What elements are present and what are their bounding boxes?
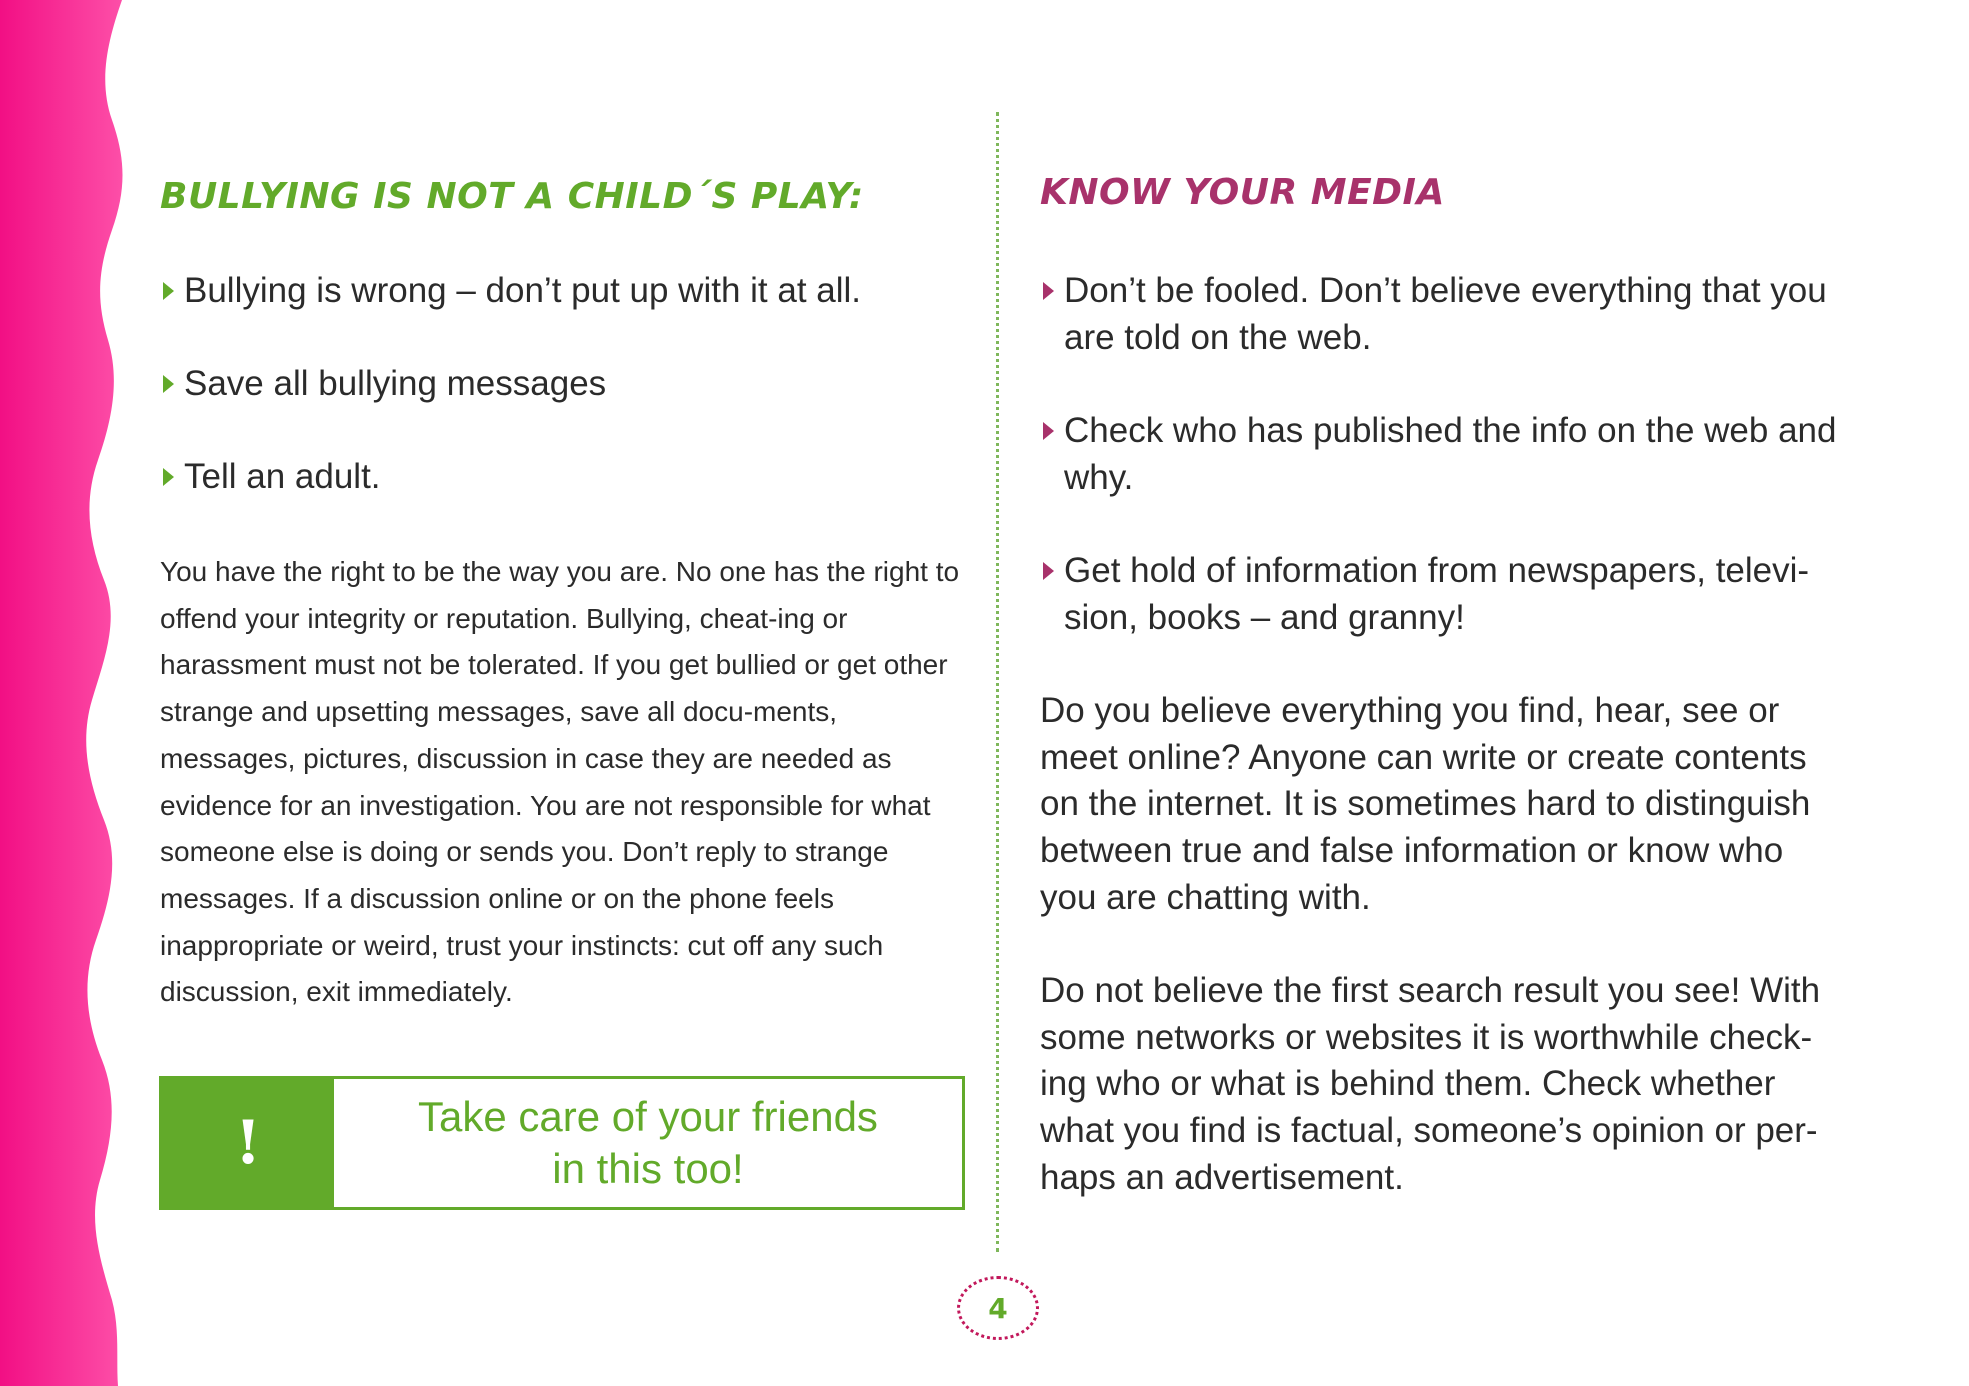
callout-line-1: Take care of your friends: [418, 1093, 878, 1140]
dotted-column-divider: [996, 112, 999, 1252]
media-heading: KNOW YOUR MEDIA: [1040, 172, 1445, 213]
bullet-text: Save all bullying messages: [184, 364, 607, 403]
callout-line-2: in this too!: [552, 1145, 744, 1192]
exclamation-icon: [162, 1079, 334, 1207]
bullet-text: Bullying is wrong – don’t put up with it at all.: [184, 271, 862, 310]
bullying-heading: BULLYING IS NOT A CHILD´S PLAY:: [160, 176, 864, 217]
triangle-bullet-icon: [163, 375, 174, 393]
media-paragraph-2: Do not believe the first search result you see! With some networks or websites it is worthwhile check-ing who or what is behind them. Check whether what you find is factual, someone’s opinion or per-haps an advertisement.: [1040, 971, 1821, 1197]
triangle-bullet-icon: [1043, 422, 1054, 440]
bullying-bullet-list: [160, 267, 960, 546]
bullet-text: Check who has published the info on the web and why.: [1064, 411, 1837, 497]
wave-shape: [0, 0, 123, 1386]
exclamation-mark: !: [234, 1108, 262, 1178]
friends-callout-box: [159, 1076, 965, 1210]
bullying-paragraph: You have the right to be the way you are. No one has the right to offend your integrity or reputation. Bullying, cheat-ing or harassment must not be tolerated. If you get bullied or get other strange and upsetting messages, save all docu-ments, messages, pictures, discussion in case they are needed as evidence for an investigation. You are not responsible for what someone else is doing or sends you. Don’t reply to strange messages. If a discussion online or on the phone feels inappropriate or weird, trust your instincts: cut off any such discussion, exit immediately.: [160, 556, 960, 1008]
list-item: [1040, 407, 1840, 501]
bullet-text: Get hold of information from newspapers, televi-sion, books – and granny!: [1064, 551, 1810, 637]
triangle-bullet-icon: [1043, 562, 1054, 580]
bullet-text: Tell an adult.: [184, 457, 381, 496]
triangle-bullet-icon: [1043, 282, 1054, 300]
pink-wave-edge: [0, 0, 140, 1386]
callout-text: [334, 1079, 962, 1207]
triangle-bullet-icon: [163, 468, 174, 486]
page-number-badge: 4: [957, 1276, 1039, 1340]
bullet-text: Don’t be fooled. Don’t believe everything that you are told on the web.: [1064, 271, 1827, 357]
triangle-bullet-icon: [163, 282, 174, 300]
list-item: [160, 360, 960, 407]
list-item: [1040, 547, 1840, 641]
media-bullet-list: [1040, 267, 1840, 687]
media-paragraph-1: Do you believe everything you find, hear, see or meet online? Anyone can write or create contents on the internet. It is sometimes hard to distinguish between true and false information or know who you are chatting with.: [1040, 691, 1811, 917]
list-item: [1040, 267, 1840, 361]
list-item: [160, 453, 960, 500]
list-item: [160, 267, 960, 314]
